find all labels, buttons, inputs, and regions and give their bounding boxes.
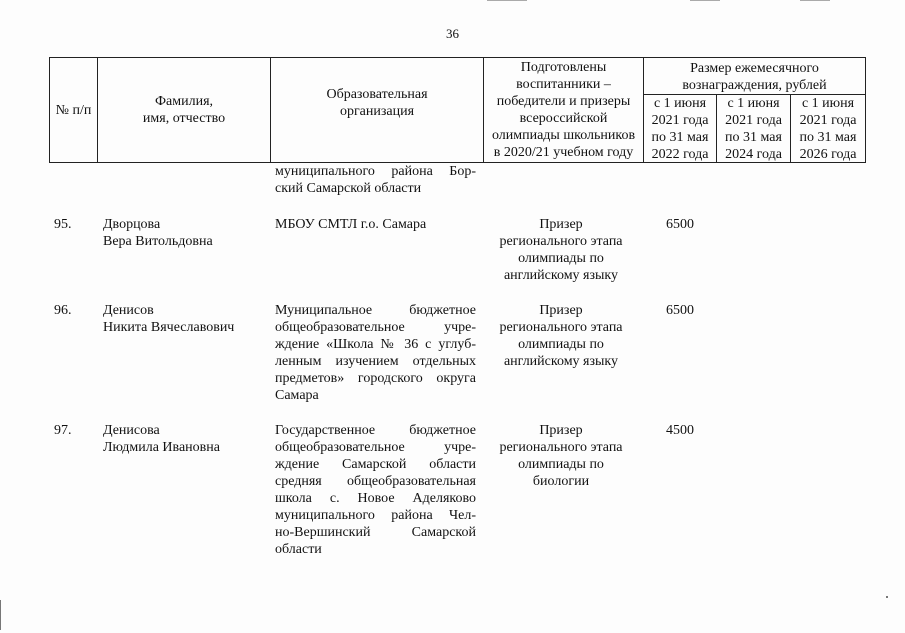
reward-amount: 4500 [666, 423, 694, 438]
organization [275, 216, 476, 233]
org-line: муниципального района Чел- [275, 508, 476, 523]
header-period-2026 [791, 95, 865, 162]
header-achievement [484, 58, 644, 162]
period-line: 2021 года [651, 113, 709, 128]
header-reward-title [644, 58, 865, 95]
name-line: Денисов [103, 303, 154, 318]
name-line: Людмила Ивановна [103, 440, 220, 455]
org-line: предметов» городского округа [275, 371, 476, 386]
scan-artifact [800, 0, 830, 1]
ach-line: регионального этапа [499, 320, 623, 335]
scan-artifact [886, 596, 888, 598]
person-name [103, 216, 273, 250]
period-line: по 31 мая [799, 130, 857, 145]
header-org-line: Образовательная [326, 87, 428, 102]
header-ach-line: воспитанники – [516, 77, 611, 92]
period-line: 2021 года [799, 113, 857, 128]
header-ach-line: всероссийской [519, 111, 608, 126]
scan-artifact [0, 600, 1, 630]
org-line: Государственное бюджетное [275, 423, 476, 438]
org-line: школа с. Новое Аделяково [275, 491, 476, 506]
period-line: с 1 июня [727, 96, 780, 111]
org-line: муниципального района Бор- [275, 164, 476, 179]
scan-artifact [487, 0, 527, 1]
org-line: ленным изучением отдельных [275, 354, 476, 369]
header-ach-line: в 2020/21 учебном году [493, 145, 634, 160]
row-number: 97. [54, 423, 72, 438]
header-name-line: Фамилия, [154, 94, 214, 109]
header-reward-line: Размер ежемесячного [690, 61, 819, 76]
period-line: с 1 июня [801, 96, 855, 111]
table-header [49, 57, 866, 163]
reward-amount: 6500 [666, 217, 694, 232]
org-line: общеобразовательное учре- [275, 440, 476, 455]
row-number: 96. [54, 303, 72, 318]
org-line: ждение Самарской области [275, 457, 476, 472]
period-line: 2024 года [725, 147, 782, 162]
achievement [486, 422, 636, 490]
header-ach-line: Подготовлены [520, 60, 607, 75]
header-org-line: организация [339, 104, 415, 119]
achievement [486, 216, 636, 284]
ach-line: Призер [539, 423, 583, 438]
org-line: МБОУ СМТЛ г.о. Самара [275, 217, 427, 232]
ach-line: олимпиады по [518, 251, 604, 266]
org-line: общеобразовательное учре- [275, 320, 476, 335]
continuation-organization [275, 163, 476, 197]
ach-line: Призер [539, 217, 583, 232]
header-ach-line: олимпиады школьников [491, 128, 636, 143]
org-line: но-Вершинский Самарской [275, 525, 476, 540]
header-reward-line: вознаграждения, рублей [682, 78, 827, 93]
ach-line: регионального этапа [499, 440, 623, 455]
name-line: Денисова [103, 423, 160, 438]
period-line: с 1 июня [653, 96, 707, 111]
row-number: 95. [54, 217, 72, 232]
ach-line: английскому языку [503, 354, 619, 369]
org-line: средняя общеобразовательная [275, 474, 476, 489]
period-line: 2022 года [651, 147, 709, 162]
header-name-line: имя, отчество [142, 111, 226, 126]
ach-line: олимпиады по [518, 457, 604, 472]
person-name [103, 422, 273, 456]
ach-line: биологии [532, 474, 590, 489]
name-line: Дворцова [103, 217, 161, 232]
scan-artifact [690, 0, 720, 1]
org-line: Муниципальное бюджетное [275, 303, 476, 318]
organization [275, 422, 476, 558]
org-line: Самара [275, 388, 319, 403]
header-ach-line: победители и призеры [496, 94, 631, 109]
org-line: ский Самарской области [275, 181, 422, 196]
reward-amount: 6500 [666, 303, 694, 318]
period-line: по 31 мая [651, 130, 709, 145]
period-line: 2026 года [799, 147, 857, 162]
header-num: № п/п [50, 58, 98, 162]
ach-line: олимпиады по [518, 337, 604, 352]
ach-line: регионального этапа [499, 234, 623, 249]
header-organization [271, 58, 484, 162]
period-line: по 31 мая [725, 130, 782, 145]
header-period-2022 [644, 95, 717, 162]
name-line: Никита Вячеславович [103, 320, 235, 335]
achievement [486, 302, 636, 370]
header-reward-group [644, 58, 865, 162]
name-line: Вера Витольдовна [103, 234, 213, 249]
ach-line: английскому языку [503, 268, 619, 283]
page-number: 36 [446, 26, 459, 41]
header-period-2024 [717, 95, 791, 162]
ach-line: Призер [539, 303, 583, 318]
org-line: области [275, 542, 322, 557]
period-line: 2021 года [725, 113, 782, 128]
person-name [103, 302, 273, 336]
header-name [98, 58, 271, 162]
org-line: ждение «Школа № 36 с углуб- [275, 337, 476, 352]
organization [275, 302, 476, 404]
